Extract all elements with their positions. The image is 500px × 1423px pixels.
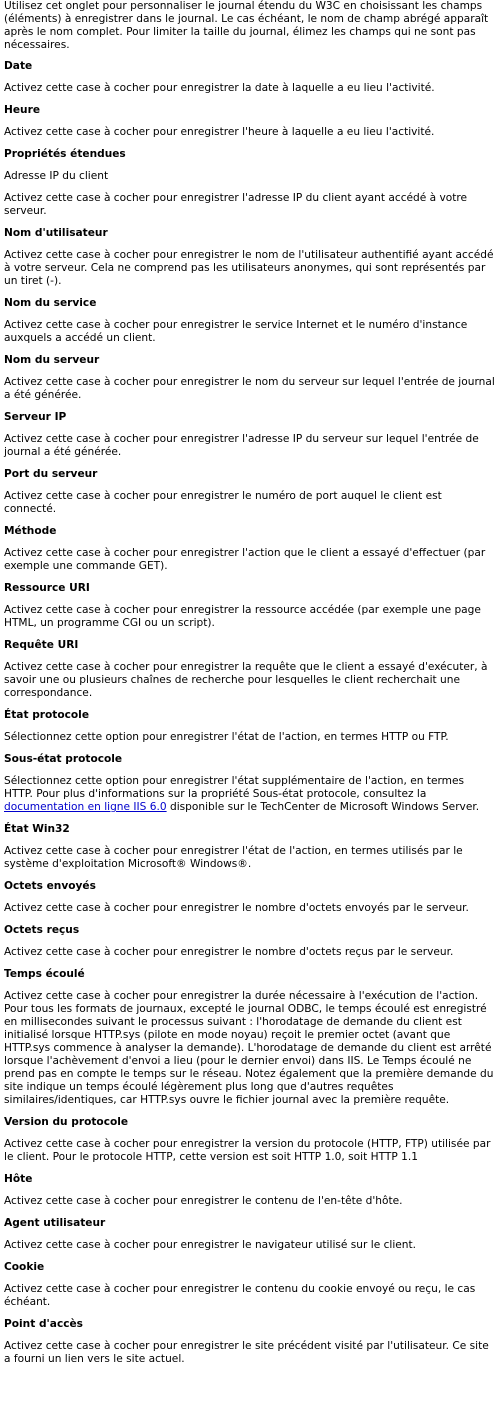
- field-description: Activez cette case à cocher pour enregistrer le navigateur utilisé sur le client.: [4, 1239, 417, 1251]
- field-description: Activez cette case à cocher pour enregistrer la durée nécessaire à l'exécution de l'action. Pour tous les formats de journaux, excepté le journal ODBC, le temps écoulé est enregistré en millisecondes suivant le processus suivant : l'horodatage de demande du client est initialisé lorsque HTTP.sys (pilote en mode noyau) reçoit le premier octet (avant que HTTP.sys commence à analyser la demande). L'horodatage de demande du client est arrêté lorsque l'achèvement d'envoi a lieu (pour le dernier envoi) dans IIS. Le Temps écoulé ne prend pas en compte le temps sur le réseau. Notez également que la première demande du site indique un temps écoulé légèrement plus long que d'autres requêtes similaires/identiques, car HTTP.sys ouvre le fichier journal avec la première requête.: [4, 990, 494, 1106]
- field-section: [4, 104, 495, 139]
- field-sections: [4, 60, 495, 1366]
- field-title: Date: [4, 60, 33, 72]
- field-section: [4, 924, 495, 959]
- field-section: [4, 823, 495, 871]
- field-description: Activez cette case à cocher pour enregistrer le nom de l'utilisateur authentifié ayant accédé à votre serveur. Cela ne comprend pas les utilisateurs anonymes, qui sont représentés par un tiret (-).: [4, 249, 494, 287]
- field-section: [4, 1318, 495, 1366]
- field-section: [4, 1116, 495, 1164]
- field-description: Activez cette case à cocher pour enregistrer le service Internet et le numéro d'instance auxquels a accédé un client.: [4, 319, 468, 344]
- field-section: [4, 411, 495, 459]
- field-description: Activez cette case à cocher pour enregistrer l'adresse IP du serveur sur lequel l'entrée de journal a été générée.: [4, 433, 479, 458]
- field-title: Cookie: [4, 1261, 45, 1273]
- field-description: Activez cette case à cocher pour enregistrer le contenu de l'en-tête d'hôte.: [4, 1195, 403, 1207]
- field-title: Point d'accès: [4, 1318, 83, 1330]
- description-text: Sélectionnez cette option pour enregistrer l'état supplémentaire de l'action, en termes HTTP. Pour plus d'informations sur la propriété Sous-état protocole, consultez la: [4, 775, 465, 800]
- field-section: [4, 354, 495, 402]
- field-description: Activez cette case à cocher pour enregistrer l'heure à laquelle a eu lieu l'activité.: [4, 126, 435, 138]
- field-description: Activez cette case à cocher pour enregistrer la requête que le client a essayé d'exécuter, à savoir une ou plusieurs chaînes de recherche pour lesquelles le client recherchait une correspondance.: [4, 661, 488, 699]
- field-section: [4, 753, 495, 814]
- field-section: [4, 525, 495, 573]
- field-title: État Win32: [4, 823, 70, 835]
- field-title: Nom du serveur: [4, 354, 100, 366]
- field-section: [4, 968, 495, 1107]
- field-section: [4, 468, 495, 516]
- field-title: Serveur IP: [4, 411, 67, 423]
- field-title: Méthode: [4, 525, 57, 537]
- field-section: [4, 1261, 495, 1309]
- iis-documentation-link[interactable]: documentation en ligne IIS 6.0: [4, 801, 167, 813]
- field-description: Activez cette case à cocher pour enregistrer la date à laquelle a eu lieu l'activité.: [4, 82, 435, 94]
- field-title: Octets envoyés: [4, 880, 96, 892]
- field-description: Activez cette case à cocher pour enregistrer la ressource accédée (par exemple une page HTML, un programme CGI ou un script).: [4, 604, 481, 629]
- field-section: [4, 709, 495, 744]
- field-title: Temps écoulé: [4, 968, 85, 980]
- field-description: Activez cette case à cocher pour enregistrer le nom du serveur sur lequel l'entrée de journal a été générée.: [4, 376, 495, 401]
- field-title: Octets reçus: [4, 924, 80, 936]
- field-title: État protocole: [4, 709, 90, 721]
- field-section: [4, 227, 495, 288]
- field-description: Activez cette case à cocher pour enregistrer la version du protocole (HTTP, FTP) utilisée par le client. Pour le protocole HTTP, cette version est soit HTTP 1.0, soit HTTP 1.1: [4, 1138, 491, 1163]
- field-section: [4, 297, 495, 345]
- field-title: Ressource URI: [4, 582, 90, 594]
- field-description: Activez cette case à cocher pour enregistrer l'adresse IP du client ayant accédé à votre serveur.: [4, 192, 468, 217]
- field-title: Hôte: [4, 1173, 33, 1185]
- field-description: [4, 775, 495, 814]
- intro-paragraph: Utilisez cet onglet pour personnaliser le journal étendu du W3C en choisissant les champs (éléments) à enregistrer dans le journal. Le cas échéant, le nom de champ abrégé apparaît après le nom complet. Pour limiter la taille du journal, élimez les champs qui ne sont pas nécessaires.: [4, 0, 489, 51]
- field-title: Port du serveur: [4, 468, 98, 480]
- field-description: Activez cette case à cocher pour enregistrer l'action que le client a essayé d'effectuer (par exemple une commande GET).: [4, 547, 486, 572]
- field-section: [4, 880, 495, 915]
- field-description: Activez cette case à cocher pour enregistrer le site précédent visité par l'utilisateur. Ce site a fourni un lien vers le site actuel.: [4, 1340, 489, 1365]
- field-title: Nom du service: [4, 297, 97, 309]
- field-description: Adresse IP du client: [4, 170, 109, 182]
- field-title: Heure: [4, 104, 41, 116]
- field-title: Version du protocole: [4, 1116, 129, 1128]
- field-description: Activez cette case à cocher pour enregistrer l'état de l'action, en termes utilisés par le système d'exploitation Microsoft® Windows®.: [4, 845, 463, 870]
- field-section: [4, 148, 495, 218]
- field-title: Sous-état protocole: [4, 753, 123, 765]
- field-section: [4, 1173, 495, 1208]
- description-text: disponible sur le TechCenter de Microsoft Windows Server.: [166, 801, 480, 813]
- field-section: [4, 639, 495, 700]
- field-title: Nom d'utilisateur: [4, 227, 108, 239]
- field-description: Activez cette case à cocher pour enregistrer le nombre d'octets reçus par le serveur.: [4, 946, 454, 958]
- field-description: Activez cette case à cocher pour enregistrer le contenu du cookie envoyé ou reçu, le cas échéant.: [4, 1283, 476, 1308]
- field-description: Activez cette case à cocher pour enregistrer le numéro de port auquel le client est connecté.: [4, 490, 442, 515]
- field-description: Activez cette case à cocher pour enregistrer le nombre d'octets envoyés par le serveur.: [4, 902, 469, 914]
- field-section: [4, 60, 495, 95]
- field-description: Sélectionnez cette option pour enregistrer l'état de l'action, en termes HTTP ou FTP.: [4, 731, 449, 743]
- field-title: Agent utilisateur: [4, 1217, 106, 1229]
- field-title: Requête URI: [4, 639, 79, 651]
- field-section: [4, 582, 495, 630]
- field-section: [4, 1217, 495, 1252]
- field-title: Propriétés étendues: [4, 148, 126, 160]
